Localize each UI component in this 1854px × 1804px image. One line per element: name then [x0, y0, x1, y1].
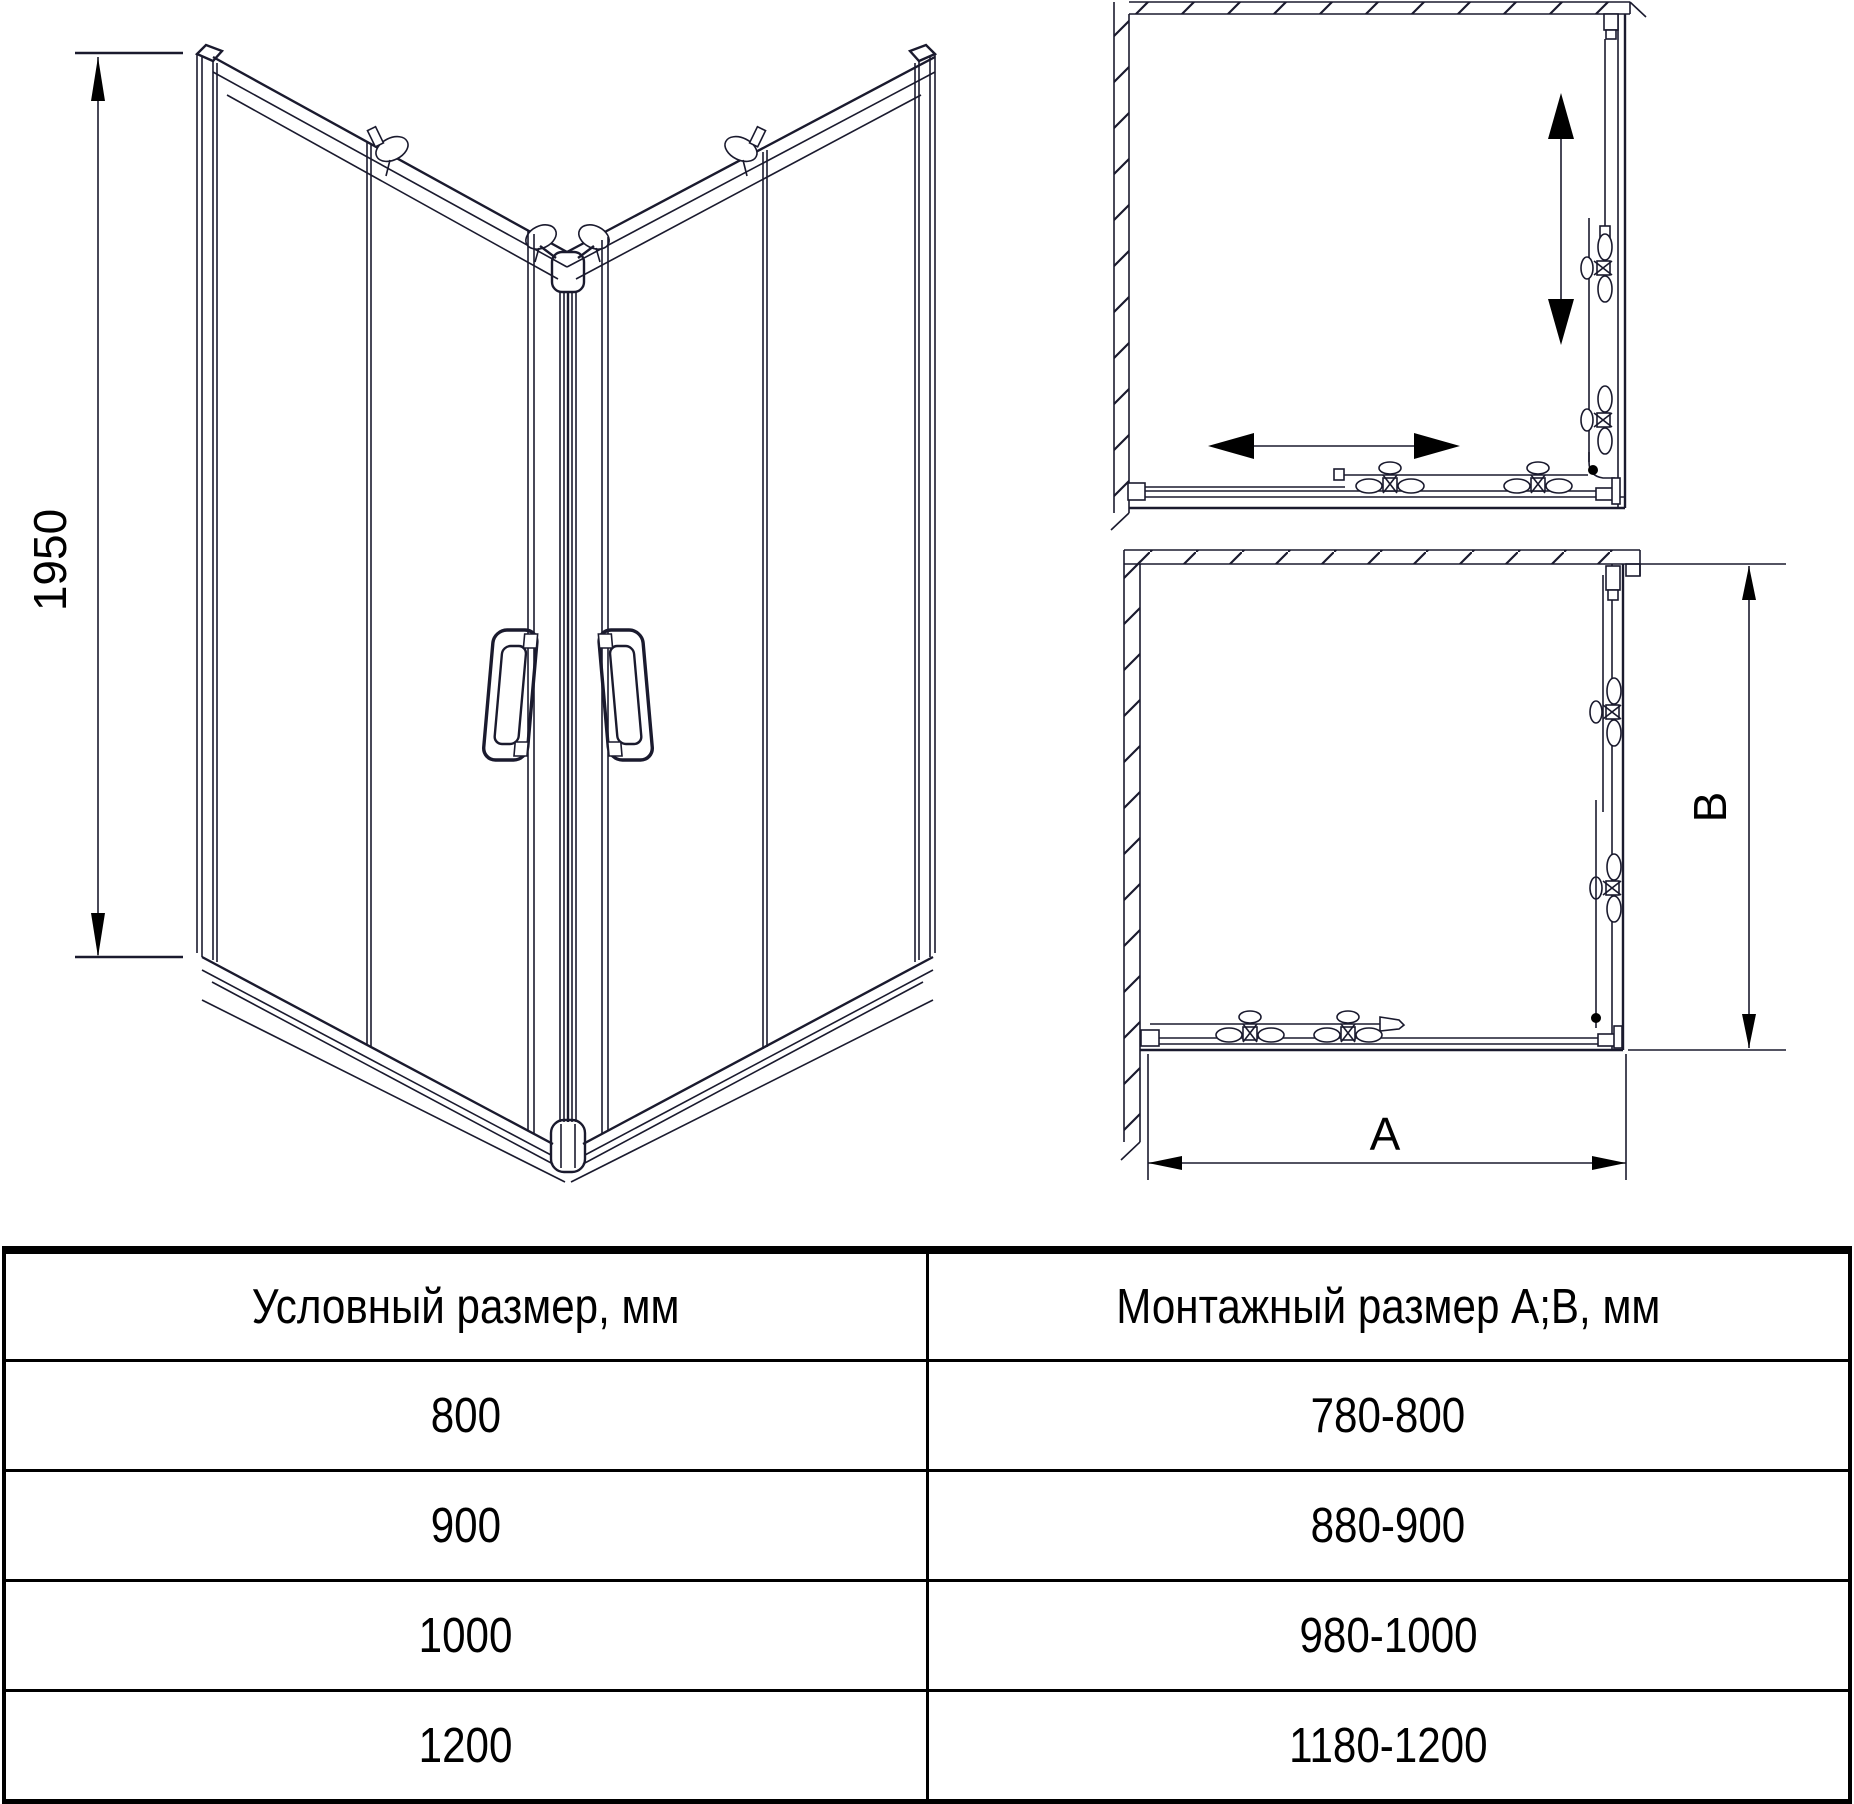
- table-row: [4, 1471, 1850, 1581]
- header-mounting-size: Монтажный размер А;В, мм: [927, 1250, 1850, 1361]
- nominal-size-cell: 800: [4, 1361, 927, 1471]
- mounting-size-cell: 980-1000: [927, 1581, 1850, 1691]
- door-handle-left: [483, 630, 538, 760]
- dimension-A-label: A: [1369, 1108, 1401, 1160]
- nominal-size-cell: 1000: [4, 1581, 927, 1691]
- plan-view-dimensions: [1121, 550, 1786, 1180]
- table-row: [4, 1691, 1850, 1802]
- table-row: [4, 1361, 1850, 1471]
- nominal-size-cell: 900: [4, 1471, 927, 1581]
- door-handle-right: [598, 630, 653, 760]
- dimension-A: [1148, 1054, 1626, 1180]
- mounting-size-cell: 1180-1200: [927, 1691, 1850, 1802]
- size-table-container: [2, 1246, 1852, 1804]
- slide-arrow-horizontal: [1208, 433, 1460, 459]
- mounting-size-cell: 780-800: [927, 1361, 1850, 1471]
- header-nominal-size: Условный размер, мм: [4, 1250, 927, 1361]
- size-table-header-row: [4, 1250, 1850, 1361]
- dimension-B: [1628, 564, 1786, 1050]
- nominal-size-cell: 1200: [4, 1691, 927, 1802]
- dimension-B-label: B: [1684, 791, 1736, 823]
- plan-view-top: [1111, 2, 1646, 530]
- height-dimension-label: 1950: [24, 508, 76, 612]
- front-view-drawing: [24, 45, 935, 1182]
- mounting-size-cell: 880-900: [927, 1471, 1850, 1581]
- height-dimension: [24, 53, 183, 957]
- slide-arrow-vertical: [1548, 93, 1574, 345]
- corner-post: [540, 246, 594, 1172]
- size-table: [2, 1246, 1852, 1804]
- table-row: [4, 1581, 1850, 1691]
- door-rollers: [367, 127, 765, 262]
